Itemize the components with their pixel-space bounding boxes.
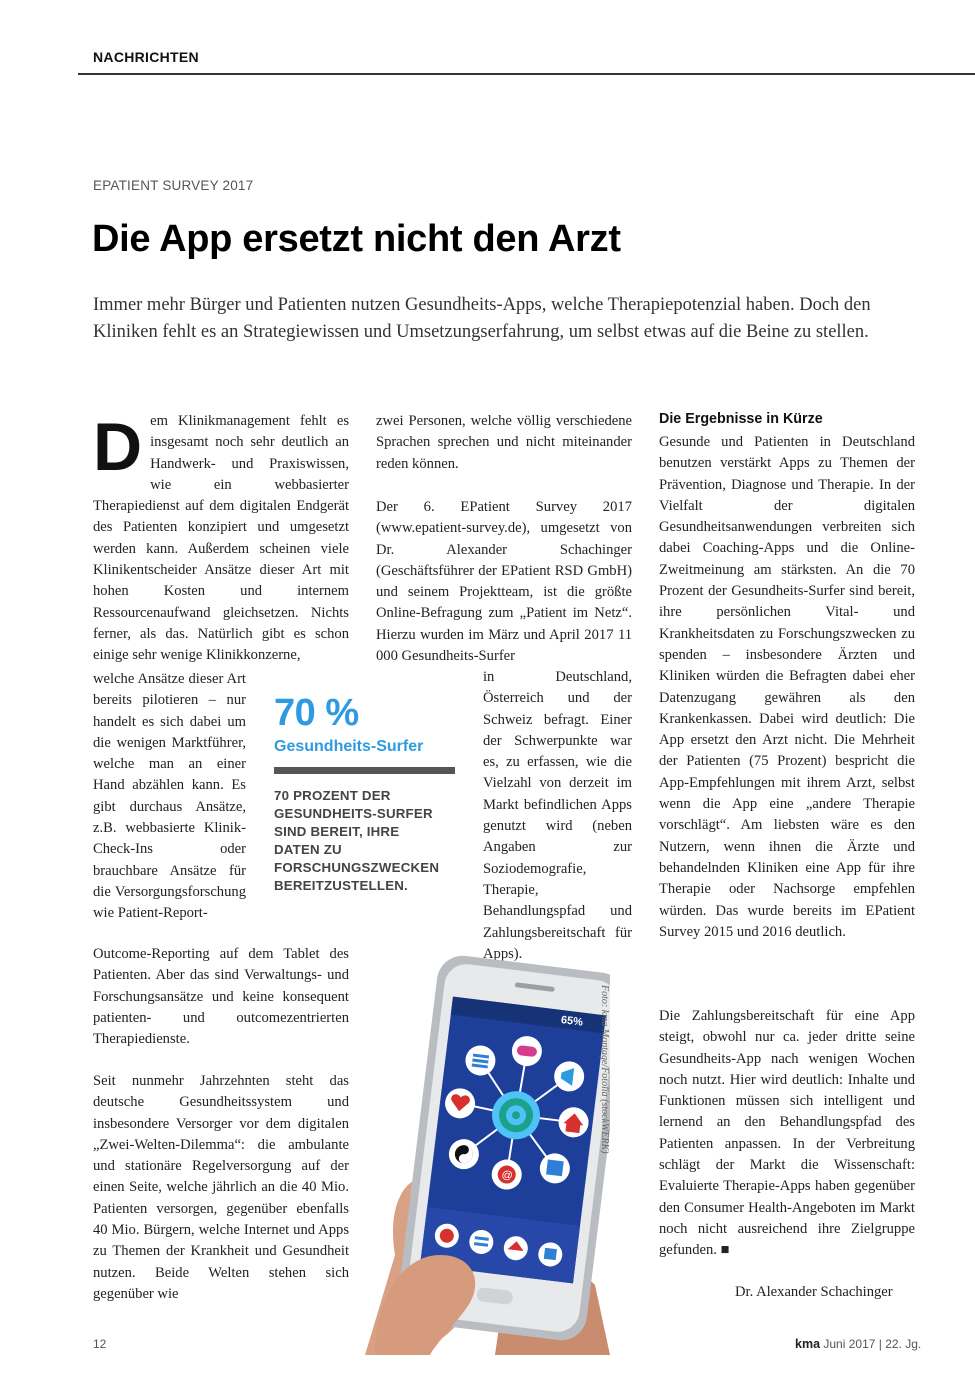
photo-credit: Foto: kma Montage/Fotolia (stockWERK) xyxy=(599,985,610,1154)
column-2-paragraph-1: zwei Personen, welche völlig verschiedene Sprachen sprechen und nicht miteinander reden können. xyxy=(376,413,632,472)
author-signature: Dr. Alexander Schachinger xyxy=(735,1284,893,1300)
page-number: 12 xyxy=(93,1337,107,1351)
pullquote-bar xyxy=(274,767,455,774)
article-title: Die App ersetzt nicht den Arzt xyxy=(92,218,621,260)
phone-illustration xyxy=(345,955,610,1360)
svg-text:@: @ xyxy=(500,1168,514,1183)
footer-issue xyxy=(795,1337,921,1351)
footer-issue-text: Juni 2017 | 22. Jg. xyxy=(823,1337,922,1351)
dropcap: D xyxy=(93,409,143,485)
column-3-heading: Die Ergebnisse in Kürze xyxy=(659,411,823,427)
column-3-paragraph-2 xyxy=(659,1006,915,1262)
header-rule xyxy=(78,73,975,75)
phone-hand-graphic xyxy=(345,955,610,1355)
battery-readout: 65% xyxy=(560,1014,584,1029)
column-3-text-b: Die Zahlungsbereitschaft für eine App steigt, obwohl nur ca. jeder dritte seine Gesundheits-App nach wenigen Wochen noch nutzt. Hier wird deutlich: Inhalte und Funktionen müssen sich intelligent und lernend an den Behandlungspfad des Patienten anpassen. In der Verbreitung schlägt der Markt die Wissenschaft: Evaluierte Therapie-Apps haben gegenüber den Consumer Health-Angeboten im Markt noch nicht ausreichend ihre Zielgruppe gefunden. xyxy=(659,1008,915,1259)
pullquote-text: 70 PROZENT DER GESUNDHEITS-SURFER SIND BEREIT, IHRE DATEN ZU FORSCHUNGSZWECKEN BEREITZUSTELLEN. xyxy=(274,788,440,893)
article-lead: Immer mehr Bürger und Patienten nutzen Gesundheits-Apps, welche Therapiepotenzial haben. Doch den Kliniken fehlt es an Strategiewissen und Umsetzungserfahrung, um selbst etwas auf die Beine zu stellen. xyxy=(93,295,871,342)
column-1-narrow: welche Ansätze dieser Art bereits pilotieren – nur handelt es sich dabei um die wenigen Marktführer, welche man an einer Hand abzählen kann. Es gibt durchaus Ansätze, z.B. webbasierte Klinik-Check-Ins oder brauchbare Ansätze für die Versorgungsforschung wie Patient-Report- xyxy=(93,671,246,922)
footer-brand: kma xyxy=(795,1337,821,1351)
column-1-text-a: em Klinikmanagement fehlt es insgesamt noch sehr deutlich an Handwerk- und Praxiswissen, wie ein webbasierter Therapiedienst auf dem digitalen Endgerät des Patienten konzipiert und umgesetzt werden kann. Außerdem scheinen viele Klinikentscheider Ansätze dieser Art mit hohen Kosten und internem Ressourcenaufwand gleichsetzen. Nichts ferner, als das. Natürlich gibt es schon einige sehr wenige Klinikkonzerne, xyxy=(93,413,349,664)
column-1-paragraph-2: Seit nunmehr Jahrzehnten steht das deutsche Gesundheitssystem und insbesondere Versorger vor dem digitalen „Zwei-Welten-Dilemma“: die ambulante und stationäre Regelversorgung auf der einen Seite, welche jährlich an die 40 Mio. Patienten versorgen, gegenüber ebenfalls 40 Mio. Bürgern, welche Internet und Apps zu Themen der Krankheit und Gesundheit nutzen. Beide Welten stehen sich gegenüber wie xyxy=(93,1073,349,1302)
column-3-paragraph-1: Gesunde und Patienten in Deutschland benutzen verstärkt Apps zu Themen der Prävention, Diagnose und Therapie. In der Vielfalt der digitalen Gesundheitsanwendungen verbreiten sich dabei Coaching-Apps und die Online-Zweitmeinung am stärksten. An die 70 Prozent der Gesundheits-Surfer sind bereit, ihre persönlichen Vital- und Krankheitsdaten zu Forschungszwecken zu spenden – insbesondere Ärzten und Kliniken würden die Befragten dabei eher Datenzugang gewähren als den Krankenkassen. Dabei wird deutlich: Die App ersetzt den Arzt nicht. Die Mehrheit der Patienten (75 Prozent) bespricht die App-Empfehlungen mit ihrem Arzt, selbst wenn die App eine „andere Therapie vorschlägt“. Am liebsten wäre es den Nutzern, wenn ihnen die Ärzte und behandelnden Kliniken eine App für ihre Therapie oder Nachsorge empfehlen würden. Das wurde bereits im EPatient Survey 2015 und 2016 deutlich. xyxy=(659,434,915,940)
kicker: EPATIENT SURVEY 2017 xyxy=(93,178,254,193)
column-1-top xyxy=(93,411,349,667)
column-2-paragraph-2b: in Deutschland, Österreich und der Schweiz befragt. Einer der Schwerpunkte war es, zu erfassen, wie die Vielzahl von derzeit im Markt befindlichen Apps genutzt wird (neben Angaben zur Soziodemografie, Therapie, Behandlungspfad und Zahlungsbereitschaft für Apps). xyxy=(483,669,632,962)
column-2-paragraph-2a: Der 6. EPatient Survey 2017 (www.epatient-survey.de), umgesetzt von Dr. Alexander Schachinger (Geschäftsführer der EPatient RSD GmbH) und seinem Projektteam, ist die größte Online-Befragung zum „Patient im Netz“. Hierzu wurden im März und April 2017 11 000 Gesundheits-Surfer xyxy=(376,499,632,665)
pullquote-number: 70 % xyxy=(274,692,359,734)
section-label: NACHRICHTEN xyxy=(93,49,199,65)
pullquote-label: Gesundheits-Surfer xyxy=(274,738,424,755)
column-1-wide: Outcome-Reporting auf dem Tablet des Patienten. Aber das sind Verwaltungs- und Forschungsansätze und keine konsequent patienten- und outcomezentrierten Therapiedienste. xyxy=(93,946,349,1048)
end-mark: ■ xyxy=(720,1242,730,1259)
